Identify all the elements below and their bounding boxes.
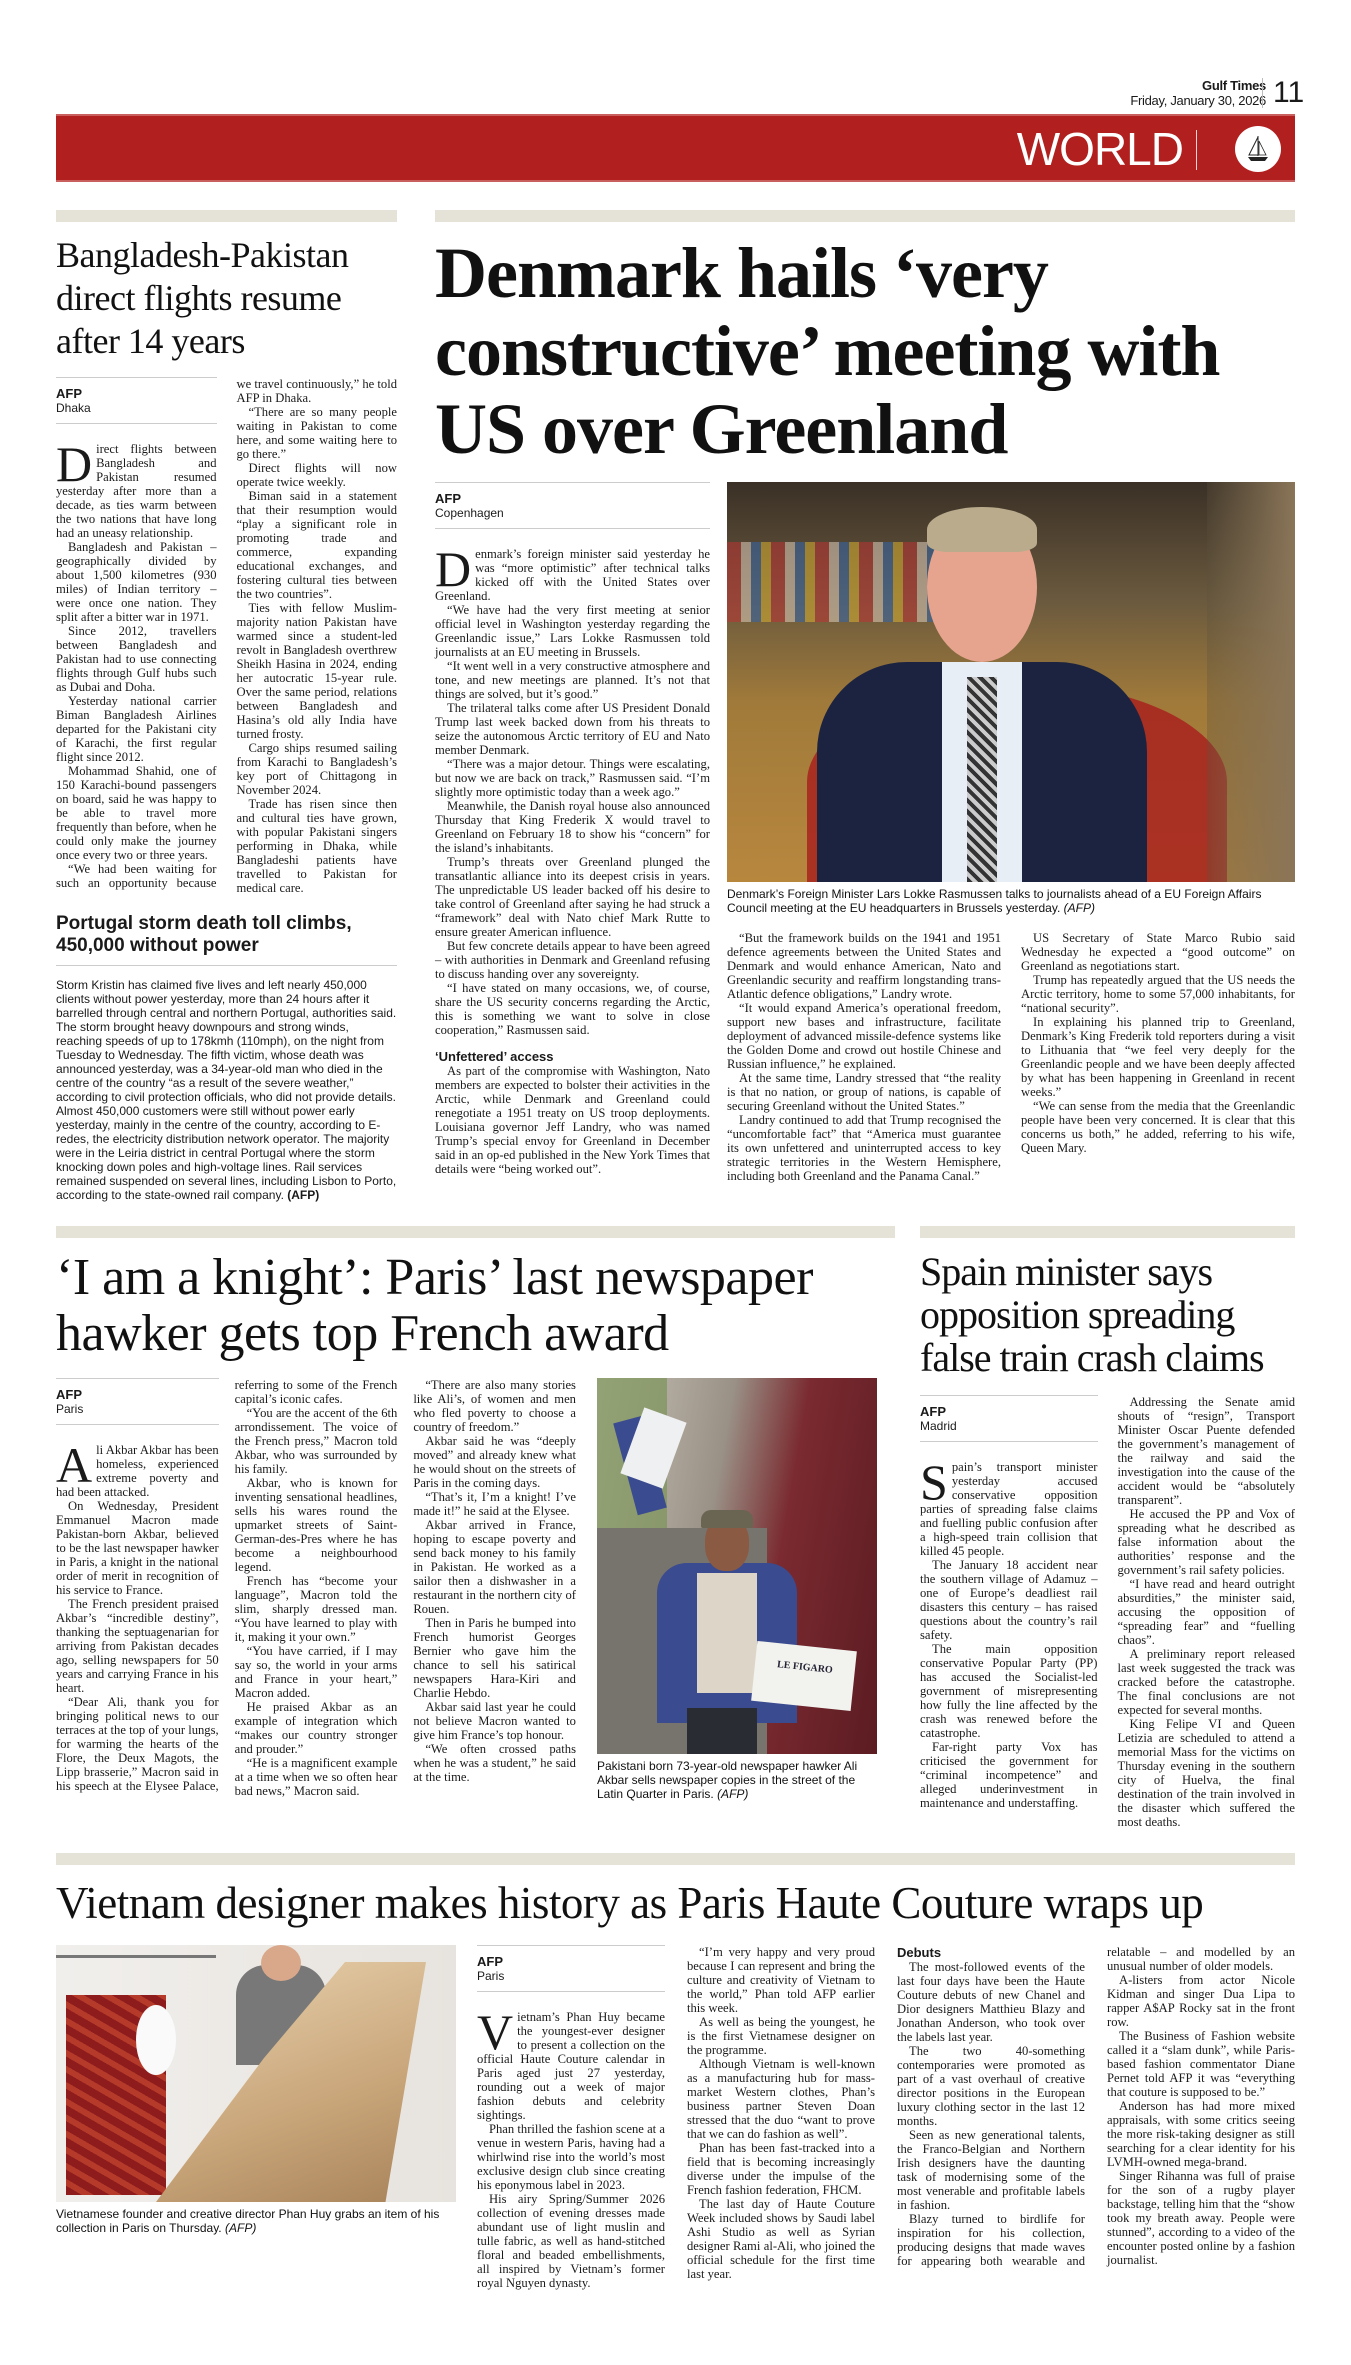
paragraph: King Felipe VI and Queen Letizia are scheduled to attend a memorial Mass for the victims on Thursday evening in the southern city of Huelva, the final destination of the train involved in the disaster which suffered the most deaths.: [1117, 1717, 1295, 1829]
paragraph: Bangladesh and Pakistan – geographically divided by about 1,500 kilometres (930 miles) of Indian territory – were once one nation. They split after a bitter war in 1971.: [56, 540, 217, 624]
caption-text: Pakistani born 73-year-old newspaper hawker Ali Akbar sells newspaper copies in the street of the Latin Quarter in Paris.: [597, 1759, 858, 1801]
byline: [435, 482, 710, 529]
paragraph: Spain’s transport minister yesterday accused conservative opposition parties of spreading false claims and fuelling public confusion after a high-speed train collision that killed 45 people.: [920, 1454, 1098, 1558]
paragraph: Biman said in a statement that their resumption would “play a significant role in promoting trade and commerce, expanding educational exchanges, and fostering cultural ties between the two countries”.: [236, 489, 397, 601]
dhow-icon: [1235, 126, 1281, 172]
paragraph: “We had been waiting for such an opportunity because we travel continuously,” he told AFP in Dhaka.: [56, 377, 397, 890]
paragraph: Cargo ships resumed sailing from Karachi to Bangladesh’s key port of Chittagong in November 2024.: [236, 741, 397, 797]
paragraph: Mohammad Shahid, one of 150 Karachi-bound passengers on board, said he was happy to be able to travel more frequently than before, when he could only make the journey once every two or three years.: [56, 764, 217, 862]
denmark-right: [727, 482, 1295, 1183]
paragraph: On Wednesday, President Emmanuel Macron made Pakistan-born Akbar, believed to be the last newspaper hawker in Paris, a knight in the national order of merit in recognition of his service to France.: [56, 1499, 219, 1597]
dateline: Paris: [477, 1969, 505, 1983]
vietnam-columns: [56, 1945, 1295, 2290]
caption-credit: (AFP): [717, 1787, 749, 1801]
vietnam-body: [477, 1945, 1295, 2290]
section-banner: [56, 114, 1295, 182]
paragraph: He praised Akbar as an example of integration which “makes our country stronger and prouder.”: [234, 1700, 398, 1756]
masthead-meta: [1130, 78, 1266, 108]
dateline: Copenhagen: [435, 506, 504, 520]
denmark-body-continued: [727, 931, 1295, 1183]
caption-text: Denmark’s Foreign Minister Lars Lokke Rasmussen talks to journalists ahead of a EU Foreign Affairs Council meeting at the EU headquarters in Brussels yesterday.: [727, 887, 1262, 915]
section-bar: [56, 210, 397, 222]
paris-headline: ‘I am a knight’: Paris’ last newspaper hawker gets top French award: [56, 1249, 813, 1362]
agency: AFP: [56, 1387, 82, 1402]
paragraph: The main opposition conservative Popular Party (PP) has accused the Socialist-led government of misrepresenting how fully the line affected by the crash was renewed before the catastrophe.: [920, 1642, 1098, 1740]
subhead: ‘Unfettered’ access: [435, 1049, 554, 1064]
dateline: Paris: [56, 1402, 84, 1416]
newspaper-masthead: LE FIGARO: [751, 1641, 857, 1711]
paragraph: “But the framework builds on the 1941 and 1951 defence agreements between the United States and Denmark and would enhance American, Nato and Greenlandic security and reaffirm longstanding trans-Atlantic defence obligations,” Landry wrote.: [727, 931, 1001, 1001]
left-column: [56, 210, 397, 1202]
caption-text: Vietnamese founder and creative director Phan Huy grabs an item of his collection in Paris on Thursday.: [56, 2207, 440, 2235]
paris-photo-caption: [597, 1759, 883, 1801]
designer-photo: [56, 1945, 456, 2202]
byline: [920, 1395, 1098, 1442]
byline: [56, 377, 217, 424]
paragraph: Yesterday national carrier Biman Bangladesh Airlines departed for the Pakistani city of Karachi, the first regular flight since 2012.: [56, 694, 217, 764]
vietnam-article: [56, 1853, 1295, 2290]
paragraph: The French president praised Akbar’s “incredible destiny”, thanking the septuagenarian for arriving from Pakistan decades ago, selling newspapers for 50 years and carrying France in his heart.: [56, 1597, 219, 1695]
paragraph: The most-followed events of the last four days have been the Haute Couture debuts of new Chanel and Dior designers Matthieu Blazy and Jonathan Anderson, who took over the labels last year.: [897, 1960, 1085, 2044]
paragraph: Singer Rihanna was full of praise for the son of a rugby player backstage, telling him that the “show took my breath away. People were stunned”, according to a video of the encounter posted online by a fashion journalist.: [1107, 2169, 1295, 2267]
paragraph: “He is a magnificent example at a time when we so often hear bad news,” Macron said.: [234, 1756, 398, 1798]
paragraph: The trilateral talks come after US President Donald Trump last week backed down from his threats to seize the autonomous Arctic territory of EU and Nato member Denmark.: [435, 701, 710, 757]
caption-credit: (AFP): [224, 2221, 257, 2235]
paragraph: Seen as new generational talents, the Franco-Belgian and Northern Irish designers have the daunting task of modernising some of the most venerable and profitable labels in fashion.: [897, 2128, 1085, 2212]
agency: AFP: [477, 1954, 503, 1969]
rasmussen-photo: [727, 482, 1295, 882]
paragraph: Ali Akbar Akbar has been homeless, experienced extreme poverty and had been attacked.: [56, 1437, 219, 1499]
paragraph: “We can sense from the media that the Greenlandic people have been very concerned. It is clear that this concerns us both,” he added, referring to his wife, Queen Mary.: [1021, 1099, 1295, 1155]
portugal-headline: Portugal storm death toll climbs, 450,000 without power: [56, 913, 397, 966]
paragraph: Far-right party Vox has criticised the government for “criminal incompetence” and alleged underinvestment in maintenance and understaffing.: [920, 1740, 1098, 1810]
portugal-brief: [56, 913, 397, 1202]
portugal-credit: (AFP): [287, 1188, 320, 1202]
paragraph: Akbar said last year he could not believe Macron wanted to give him France’s top honour.: [413, 1700, 576, 1742]
caption-credit: (AFP): [1063, 901, 1095, 915]
paragraph: Trump has repeatedly argued that the US needs the Arctic territory, home to some 57,000 inhabitants, for “national security”.: [1021, 973, 1295, 1015]
paragraph: “I’m very happy and very proud because I can represent and bring the culture and creativity of Vietnam to the world,” Phan told AFP earlier this week.: [687, 1945, 875, 2015]
paragraph: “We often crossed paths when he was a student,” he said at the time.: [413, 1742, 576, 1784]
paragraph: Direct flights will now operate twice weekly.: [236, 461, 397, 489]
paragraph: Ties with fellow Muslim-majority nation Pakistan have warmed since a student-led revolt in Bangladesh overthrew Sheikh Hasina in 2024, ending her autocratic 15-year rule. Over the same period, relations between Bangladesh and Hasina’s old ally India have turned frosty.: [236, 601, 397, 741]
denmark-article: [435, 210, 1295, 1183]
section-bar: [56, 1853, 1295, 1865]
vietnam-photo-caption: [56, 2207, 456, 2235]
paris-columns: [56, 1378, 895, 1801]
section-bar: [56, 1226, 895, 1238]
paragraph: “I have read and heard outright absurdities,” the minister said, accusing the opposition of “spreading fear” and “fuelling chaos”.: [1117, 1577, 1295, 1647]
paragraph: “There are so many people waiting in Pakistan to come here, and some waiting here to go there.”: [236, 405, 397, 461]
paragraph: Landry continued to add that Trump recognised the “uncomfortable fact” that “America must guarantee its own unfettered and uninterrupted access to key strategic territories in the Western Hemisphere, including both Greenland and the Panama Canal.”: [727, 1113, 1001, 1183]
paragraph: A-listers from actor Nicole Kidman and singer Dua Lipa to rapper A$AP Rocky sat in the front row.: [1107, 1973, 1295, 2029]
paragraph: “There was a major detour. Things were escalating, but now we are back on track,” Rasmussen said. “I’m slightly more optimistic today than a week ago.”: [435, 757, 710, 799]
paragraph: In explaining his planned trip to Greenland, Denmark’s King Frederik told reporters during a visit to Lithuania that “we feel very deeply for the Greenlandic people and we have been deeply affected by what has been happening in Greenland in recent weeks.”: [1021, 1015, 1295, 1099]
paragraph: Akbar, who is known for inventing sensational headlines, sells his wares round the upmarket streets of Saint-German-des-Pres where he has become a neighbourhood legend.: [234, 1476, 398, 1574]
section-bar: [435, 210, 1295, 222]
portugal-body: [56, 978, 397, 1202]
paragraph: The January 18 accident near the southern village of Adamuz – one of Europe’s deadliest rail disasters this century – has raised questions about the country’s rail safety.: [920, 1558, 1098, 1642]
bangladesh-body: [56, 377, 397, 895]
paragraph: A preliminary report released last week suggested the track was cracked before the catastrophe. The final conclusions are not expected for several months.: [1117, 1647, 1295, 1717]
byline: [56, 1378, 219, 1425]
paragraph: Phan thrilled the fashion scene at a venue in western Paris, having had a whirlwind rise into the world’s most exclusive design club since creating his eponymous label in 2023.: [477, 2122, 665, 2192]
subhead: Debuts: [897, 1945, 942, 1960]
paragraph: As part of the compromise with Washington, Nato members are expected to bolster their activities in the Arctic, while Denmark and Greenland could renegotiate a 1951 treaty on US troop deployments. Louisiana governor Jeff Landry, who was named Trump’s special envoy for Greenland in December said in an op-ed published in the New York Times that details were “being worked out”.: [435, 1064, 710, 1176]
paragraph: The last day of Haute Couture Week included shows by Saudi label Ashi Studio as well as Syrian designer Rami al-Ali, who joined the official schedule for the first time last year.: [687, 2197, 875, 2281]
paragraph: “You have carried, if I may say so, the world in your arms and France in your heart,” Macron added.: [234, 1644, 398, 1700]
section-title: WORLD: [1016, 123, 1183, 175]
issue-date: Friday, January 30, 2026: [1130, 93, 1266, 108]
spain-body: [920, 1395, 1295, 1829]
agency: AFP: [56, 386, 82, 401]
spain-article: [920, 1226, 1295, 1829]
paragraph: “It went well in a very constructive atmosphere and tone, and new meetings are planned. It’s not that things are solved, but it’s good.”: [435, 659, 710, 701]
paragraph: But few concrete details appear to have been agreed – with authorities in Denmark and Greenland refusing to discuss handing over any sovereignty.: [435, 939, 710, 981]
paragraph: Anderson has had more mixed appraisals, with some critics seeing the more risk-taking designer as still searching for a clear identity for his LVMH-owned mega-brand.: [1107, 2099, 1295, 2169]
hawker-photo: [597, 1378, 877, 1754]
agency: AFP: [435, 491, 461, 506]
paragraph: “There are also many stories like Ali’s, of women and men who fled poverty to choose a country of freedom.”: [413, 1378, 576, 1434]
denmark-photo-caption: [727, 887, 1295, 915]
paragraph: His airy Spring/Summer 2026 collection of evening dresses made abundant use of light muslin and tulle fabric, as well as hand-stitched floral and beaded embellishments, all inspired by Vietnam’s former royal Nguyen dynasty.: [477, 2192, 665, 2290]
paragraph: “Dear Ali, thank you for bringing political news to our terraces at the top of your lungs, for warming the hearts of the Flore, the Deux Magots, the Lipp brasserie,” Macron said in his speech at the Elysee Palace, referring to some of the French capital’s iconic cafes.: [56, 1378, 398, 1793]
denmark-headline: Denmark hails ‘very constructive’ meeting with US over Greenland: [435, 233, 1220, 469]
paragraph: He accused the PP and Vox of spreading what he described as false information about the authorities’ response and the government’s rail safety policies.: [1117, 1507, 1295, 1577]
vietnam-headline: Vietnam designer makes history as Paris Haute Couture wraps up: [56, 1878, 1204, 1928]
paragraph: The two 40-something contemporaries were promoted as part of a vast overhaul of creative director positions in the European luxury clothing sector in the last 12 months.: [897, 2044, 1085, 2128]
denmark-body-main: [435, 482, 710, 1176]
paragraph: French has “become your language”, Macron told the slim, sharply dressed man. “You have learned to play with it, making it your own.”: [234, 1574, 398, 1644]
paragraph: At the same time, Landry stressed that “the reality is that no nation, or group of nations, is capable of securing Greenland without the United States.”: [727, 1071, 1001, 1113]
divider: [1196, 130, 1197, 170]
paragraph: Trade has risen since then and cultural ties have grown, with popular Pakistani singers performing in Dhaka, while Bangladeshi patients have travelled to Pakistan for medical care.: [236, 797, 397, 895]
paragraph: “That’s it, I’m a knight! I’ve made it!” he said at the Elysee.: [413, 1490, 576, 1518]
paragraph: Denmark’s foreign minister said yesterday he was “more optimistic” after technical talks kicked off with the United States over Greenland.: [435, 541, 710, 603]
paragraph: Addressing the Senate amid shouts of “resign”, Transport Minister Oscar Puente defended the government’s management of the railway and said the investigation into the cause of the accident would be “absolutely transparent”.: [1117, 1395, 1295, 1507]
paragraph: As well as being the youngest, he is the first Vietnamese designer on the programme.: [687, 2015, 875, 2057]
paris-article: [56, 1226, 895, 1801]
paragraph: Akbar arrived in France, hoping to escape poverty and send back money to his family in Pakistan. He worked as a sailor then a dishwasher in a restaurant in the northern city of Rouen.: [413, 1518, 576, 1616]
paris-photo-block: [597, 1378, 883, 1801]
paris-body: [56, 1378, 576, 1798]
denmark-columns: [435, 482, 1295, 1183]
paragraph: Although Vietnam is well-known as a manufacturing hub for mass-market Western clothes, Phan’s business partner Steven Doan stressed that the duo “want to prove that we can do fashion as well”.: [687, 2057, 875, 2141]
page-number: 11: [1262, 78, 1304, 108]
paragraph: Trump’s threats over Greenland plunged the transatlantic alliance into its deepest crisis in years. The unpredictable US leader backed off his desire to take control of Greenland after saying he had struck a “framework” deal with Nato chief Mark Rutte to ensure greater American influence.: [435, 855, 710, 939]
vietnam-photo-block: [56, 1945, 456, 2235]
agency: AFP: [920, 1404, 946, 1419]
spain-headline: Spain minister says opposition spreading false train crash claims: [920, 1249, 1264, 1380]
newspaper-name: Gulf Times: [1202, 78, 1266, 93]
paragraph: “You are the accent of the 6th arrondissement. The voice of the French press,” Macron told Akbar, who was surrounded by his family.: [234, 1406, 398, 1476]
paragraph: Vietnam’s Phan Huy became the youngest-ever designer to present a collection on the official Haute Couture calendar in Paris aged just 27 yesterday, rounding out a week of major fashion debuts and celebrity sightings.: [477, 2004, 665, 2122]
paragraph: US Secretary of State Marco Rubio said Wednesday he expected a “good outcome” on Greenland as negotiations start.: [1021, 931, 1295, 973]
middle-row: [56, 1226, 1295, 1829]
byline: [477, 1945, 665, 1992]
paragraph: Meanwhile, the Danish royal house also announced Thursday that King Frederik X would travel to Greenland on February 18 to show his “concern” for the island’s inhabitants.: [435, 799, 710, 855]
dateline: Madrid: [920, 1419, 957, 1433]
paragraph: Then in Paris he bumped into French humorist Georges Bernier who gave him the chance to sell his satirical newspapers Hara-Kiri and Charlie Hebdo.: [413, 1616, 576, 1700]
paragraph: “I have stated on many occasions, we, of course, share the US security concerns regarding the Arctic, this is something we want to solve in close cooperation,” Rasmussen said.: [435, 981, 710, 1037]
paragraph: “We have had the very first meeting at senior official level in Washington yesterday regarding the Greenlandic issue,” Lars Lokke Rasmussen told journalists at an EU meeting in Brussels.: [435, 603, 710, 659]
paragraph: Since 2012, travellers between Bangladesh and Pakistan had to use connecting flights through Gulf hubs such as Dubai and Doha.: [56, 624, 217, 694]
portugal-text: Storm Kristin has claimed five lives and left nearly 450,000 clients without power yesterday, more than 24 hours after it barrelled through central and northern Portugal, authorities said. The storm brought heavy downpours and strong winds, reaching speeds of up to 178kmh (110mph), on the night from Tuesday to Wednesday. The fifth victim, whose death was announced yesterday, was a 34-year-old man who died in the centre of the country “as a result of the severe weather,” according to civil protection officials, who did not provide details. Almost 450,000 customers were still without power early yesterday, mainly in the centre of the country, according to E-redes, the electricity distribution network operator. The majority were in the Leiria district in central Portugal where the storm knocking down poles and high-voltage lines. Rail services remained suspended on several lines, including Lisbon to Porto, according to the state-owned rail company.: [56, 978, 397, 1202]
paragraph: Blazy turned to birdlife for inspiration for his collection, producing designs that made waves for appearing both wearable and relatable – and modelled by an unusual number of older models.: [897, 1945, 1295, 2268]
paragraph: Akbar said he was “deeply moved” and already knew what he would shout on the streets of Paris in the coming days.: [413, 1434, 576, 1490]
paragraph: Phan has been fast-tracked into a field that is becoming increasingly diverse under the impulse of the French fashion federation, FHCM.: [687, 2141, 875, 2197]
paragraph: Direct flights between Bangladesh and Pakistan resumed yesterday after more than a decade, as ties warm between the two nations that have long had an uneasy relationship.: [56, 436, 217, 540]
top-row: [56, 210, 1295, 1202]
paragraph: The Business of Fashion website called it a “slam dunk”, while Paris-based fashion commentator Diane Pernet told AFP it was “everything that couture is supposed to be.”: [1107, 2029, 1295, 2099]
bangladesh-headline: Bangladesh-Pakistan direct flights resume after 14 years: [56, 235, 349, 361]
dateline: Dhaka: [56, 401, 91, 415]
section-bar: [920, 1226, 1295, 1238]
paragraph: “It would expand America’s operational freedom, support new bases and infrastructure, facilitate deployment of advanced missile-defence systems like the Golden Dome and crowd out hostile Chinese and Russian influence,” he explained.: [727, 1001, 1001, 1071]
